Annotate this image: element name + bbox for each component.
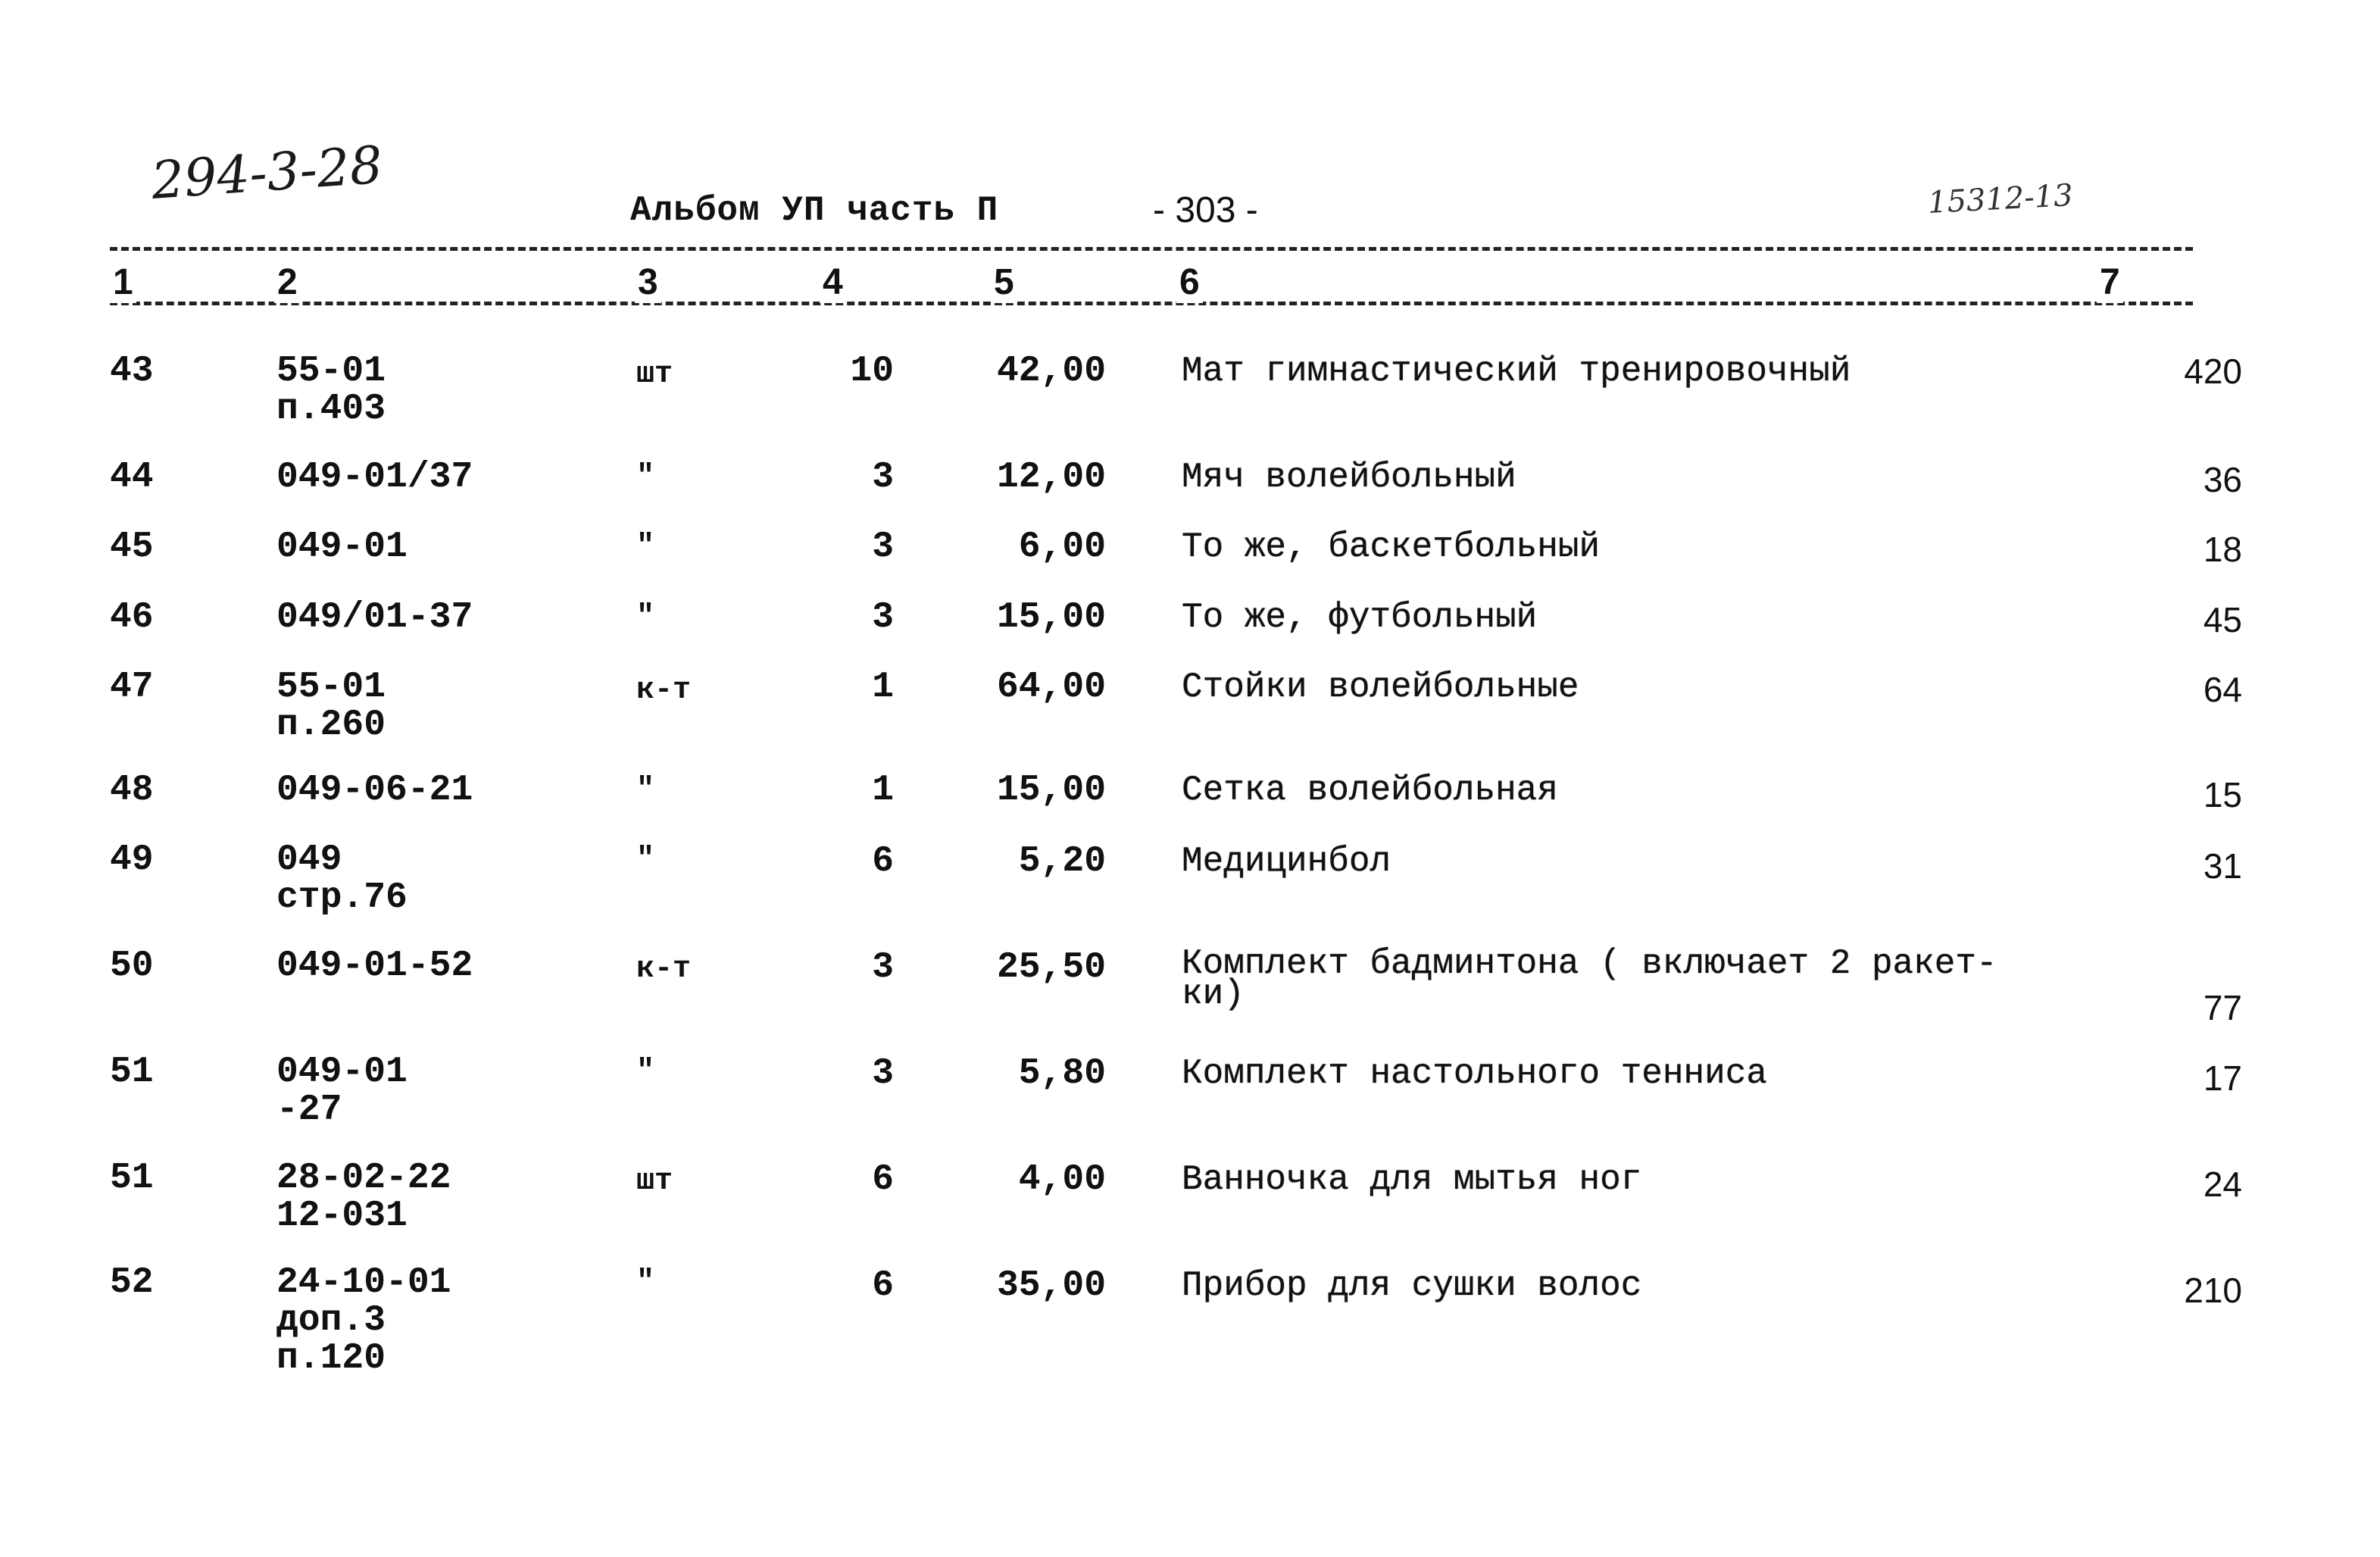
total-cost: 420 xyxy=(2184,352,2242,391)
item-name: Комплект бадминтона ( включает 2 ракет- ки) xyxy=(1182,944,1997,1014)
item-name: Сетка волейбольная xyxy=(1182,771,1558,810)
total-cost: 64 xyxy=(2203,670,2242,709)
unit: шт xyxy=(636,358,673,392)
total-cost: 45 xyxy=(2203,600,2242,639)
unit: к-т xyxy=(636,674,692,708)
unit: к-т xyxy=(636,952,692,986)
item-name: Мат гимнастический тренировочный xyxy=(1182,352,1851,391)
quantity: 6 xyxy=(872,841,894,882)
row-number: 43 xyxy=(110,351,154,392)
row-number: 48 xyxy=(110,770,154,811)
item-code: 049/01-37 xyxy=(276,597,473,638)
item-name: Медицинбол xyxy=(1182,842,1391,881)
row-number: 51 xyxy=(110,1052,154,1093)
item-name: То же, футбольный xyxy=(1182,598,1538,637)
unit: " xyxy=(636,843,655,877)
row-number: 50 xyxy=(110,946,154,986)
unit: " xyxy=(636,1055,655,1089)
total-cost: 77 xyxy=(2203,988,2242,1027)
item-code: 28-02-22 12-031 xyxy=(276,1158,451,1237)
item-code: 049 стр.76 xyxy=(276,839,408,918)
unit-price: 42,00 xyxy=(996,351,1106,392)
total-cost: 15 xyxy=(2203,775,2242,814)
item-code: 55-01 п.260 xyxy=(276,667,386,746)
quantity: 3 xyxy=(872,527,894,567)
item-name: Стойки волейбольные xyxy=(1182,668,1579,707)
item-name: Мяч волейбольный xyxy=(1182,458,1516,497)
unit: " xyxy=(636,600,655,634)
item-name: Комплект настольного тенниса xyxy=(1182,1054,1767,1093)
total-cost: 36 xyxy=(2203,460,2242,499)
row-number: 49 xyxy=(110,839,154,880)
sheet-code: 15312-13 xyxy=(1926,178,2074,220)
total-cost: 31 xyxy=(2203,846,2242,886)
unit-price: 4,00 xyxy=(1018,1159,1106,1200)
quantity: 3 xyxy=(872,1053,894,1094)
row-number: 46 xyxy=(110,597,154,638)
unit: " xyxy=(636,530,655,564)
item-name: Ванночка для мытья ног xyxy=(1182,1160,1642,1199)
item-code: 55-01 п.403 xyxy=(276,351,386,430)
unit-price: 12,00 xyxy=(996,457,1106,498)
item-code: 049-01-52 xyxy=(276,946,473,986)
unit-price: 64,00 xyxy=(996,667,1106,708)
unit-price: 5,80 xyxy=(1018,1053,1106,1094)
row-number: 52 xyxy=(110,1262,154,1303)
row-number: 45 xyxy=(110,527,154,567)
total-cost: 210 xyxy=(2184,1271,2242,1310)
item-code: 049-01 xyxy=(276,527,408,567)
total-cost: 17 xyxy=(2203,1058,2242,1098)
quantity: 3 xyxy=(872,947,894,988)
item-code: 049-06-21 xyxy=(276,770,473,811)
unit-price: 6,00 xyxy=(1018,527,1106,567)
page-number: - 303 - xyxy=(1153,190,1258,230)
item-code: 049-01/37 xyxy=(276,457,473,498)
quantity: 1 xyxy=(872,770,894,811)
column-number-3: 3 xyxy=(635,261,661,303)
quantity: 6 xyxy=(872,1265,894,1306)
album-title: Альбом УП часть П xyxy=(630,191,999,230)
total-cost: 24 xyxy=(2203,1165,2242,1204)
item-code: 24-10-01 доп.3 п.120 xyxy=(276,1262,451,1379)
quantity: 3 xyxy=(872,457,894,498)
unit: " xyxy=(636,1265,655,1299)
quantity: 10 xyxy=(850,351,894,392)
row-number: 47 xyxy=(110,667,154,708)
unit-price: 15,00 xyxy=(996,597,1106,638)
header-rule-top xyxy=(110,247,2193,251)
unit-price: 5,20 xyxy=(1018,841,1106,882)
row-number: 51 xyxy=(110,1158,154,1199)
column-number-6: 6 xyxy=(1176,261,1203,303)
item-name: Прибор для сушки волос xyxy=(1182,1266,1642,1305)
quantity: 1 xyxy=(872,667,894,708)
unit-price: 25,50 xyxy=(996,947,1106,988)
column-number-5: 5 xyxy=(991,261,1017,303)
column-number-4: 4 xyxy=(820,261,846,303)
column-number-1: 1 xyxy=(110,261,136,303)
unit: " xyxy=(636,460,655,494)
quantity: 6 xyxy=(872,1159,894,1200)
column-number-7: 7 xyxy=(2097,261,2123,303)
unit-price: 15,00 xyxy=(996,770,1106,811)
total-cost: 18 xyxy=(2203,530,2242,569)
row-number: 44 xyxy=(110,457,154,498)
unit: " xyxy=(636,773,655,807)
header-rule-bottom xyxy=(110,302,2193,305)
unit: шт xyxy=(636,1165,673,1199)
item-name: То же, баскетбольный xyxy=(1182,527,1601,567)
column-number-2: 2 xyxy=(274,261,301,303)
quantity: 3 xyxy=(872,597,894,638)
item-code: 049-01 -27 xyxy=(276,1052,408,1130)
document-code: 294-3-28 xyxy=(149,135,385,211)
unit-price: 35,00 xyxy=(996,1265,1106,1306)
